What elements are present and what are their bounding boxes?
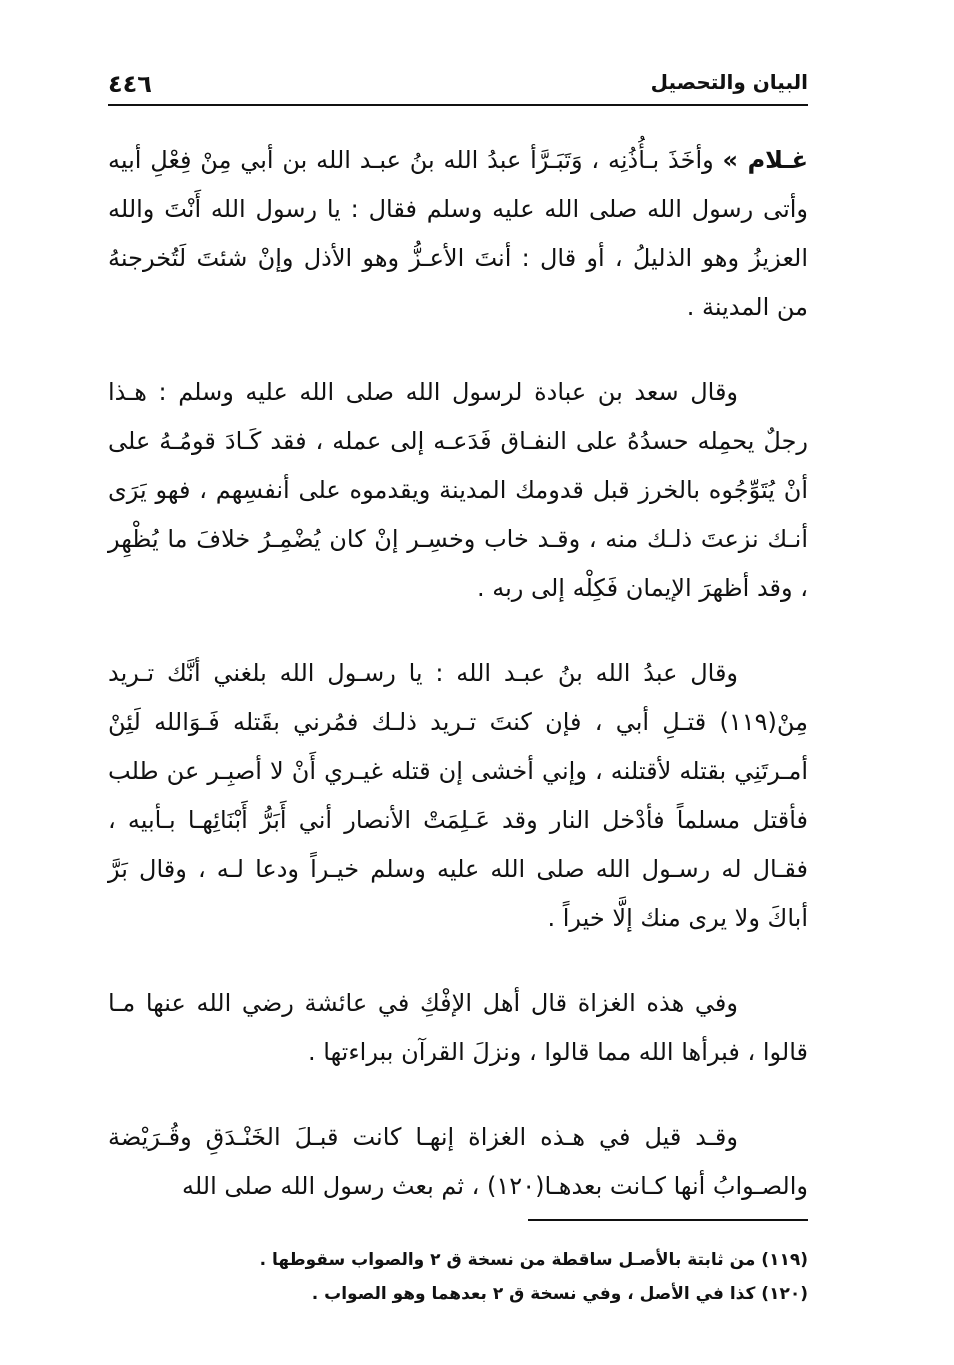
book-page	[108, 60, 808, 1340]
page-number: ٤٤٦	[108, 70, 152, 98]
paragraph-1-lead: غـلام »	[722, 146, 808, 174]
footnote-120: (١٢٠) كذا في الأصل ، وفي نسخة ق ٢ بعدهما وهو الصواب .	[311, 1284, 808, 1304]
paragraph-2	[108, 368, 808, 613]
running-header	[108, 60, 808, 106]
paragraph-1	[108, 136, 808, 332]
footnote-divider	[528, 1219, 808, 1221]
paragraph-3-text: وقال عبدُ الله بنُ عبـد الله : يا رسـول الله بلغني أنَّك تـريد مِنْ(١١٩) قتـلِ أبي ، فإن كنتَ تـريد ذلـك فمُرني بقَتله فَـوَالله لَئِنْ أمـرتَنِي بقتله لأقتلنه ، وإني أخشى إن قتله غيـري أَنْ لا أصبِـر عن طلب فأقتل مسلماً فأدْخل النار وقد عَـلِمَتْ الأنصار أني أَبَرُّ أَبْنَائِهـا بـأبيه ، فقـال له رسـول الله صلى الله عليه وسلم خيـراً ودعا لـه ، وقال بَرَّ أباكَ ولا يرى منك إلَّا خيراً .	[108, 659, 808, 932]
footnotes	[108, 1243, 808, 1311]
paragraph-1-text: وأخَذَ بـأُذُنِه ، وَتَبَـرَّأ عبدُ الله بنُ عبـد الله بن أبي مِنْ فِعْلِ أبيه وأتى رسول الله صلى الله عليه وسلم فقال : يا رسول الله أَنْتَ والله العزيزُ وهو الذليلُ ، أو قال : أنتَ الأعـزُّ وهو الأذل وإنْ شئتَ لَتُخرجنهُ من المدينة .	[108, 146, 808, 321]
paragraph-4	[108, 979, 808, 1077]
paragraph-2-text: وقال سعد بن عبادة لرسول الله صلى الله عليه وسلم : هـذا رجلٌ يحمِله حسدُهُ على النفـاق فَدَعـه إلى عمله ، فقد كَـادَ قومُـهُ على أنْ يُتَوِّجُوه بالخرز قبل قدومك المدينة ويقدموه على أنفسِهم ، فهو يَرَى أنـك نزعتَ ذلـك منه ، وقـد خاب وخسِـر إنْ كان يُضْمِـرُ خلافَ ما يُظْهِر ، وقد أظهرَ الإيمان فَكِلْه إلى ربه .	[108, 378, 808, 602]
book-title: البيان والتحصيل	[650, 70, 808, 94]
paragraph-5-text: وقـد قيل في هـذه الغزاة إنهـا كانت قبـلَ الخَنْـدَقِ وقُـرَيْضة والصـوابُ أنها كـانت بعدهـا(١٢٠) ، ثم بعث رسول الله صلى الله	[108, 1123, 808, 1200]
footnote-119: (١١٩) من ثابتة بالأصـل ساقطة من نسخة ق ٢ والصواب سقوطها .	[259, 1250, 808, 1270]
paragraph-4-text: وفي هذه الغزاة قال أهل الإفْكِ في عائشة رضي الله عنها مـا قالوا ، فبرأها الله مما قالوا ، ونزلَ القرآن ببراءتها .	[108, 989, 808, 1066]
main-text	[108, 136, 808, 1211]
paragraph-5	[108, 1113, 808, 1211]
paragraph-3	[108, 649, 808, 943]
